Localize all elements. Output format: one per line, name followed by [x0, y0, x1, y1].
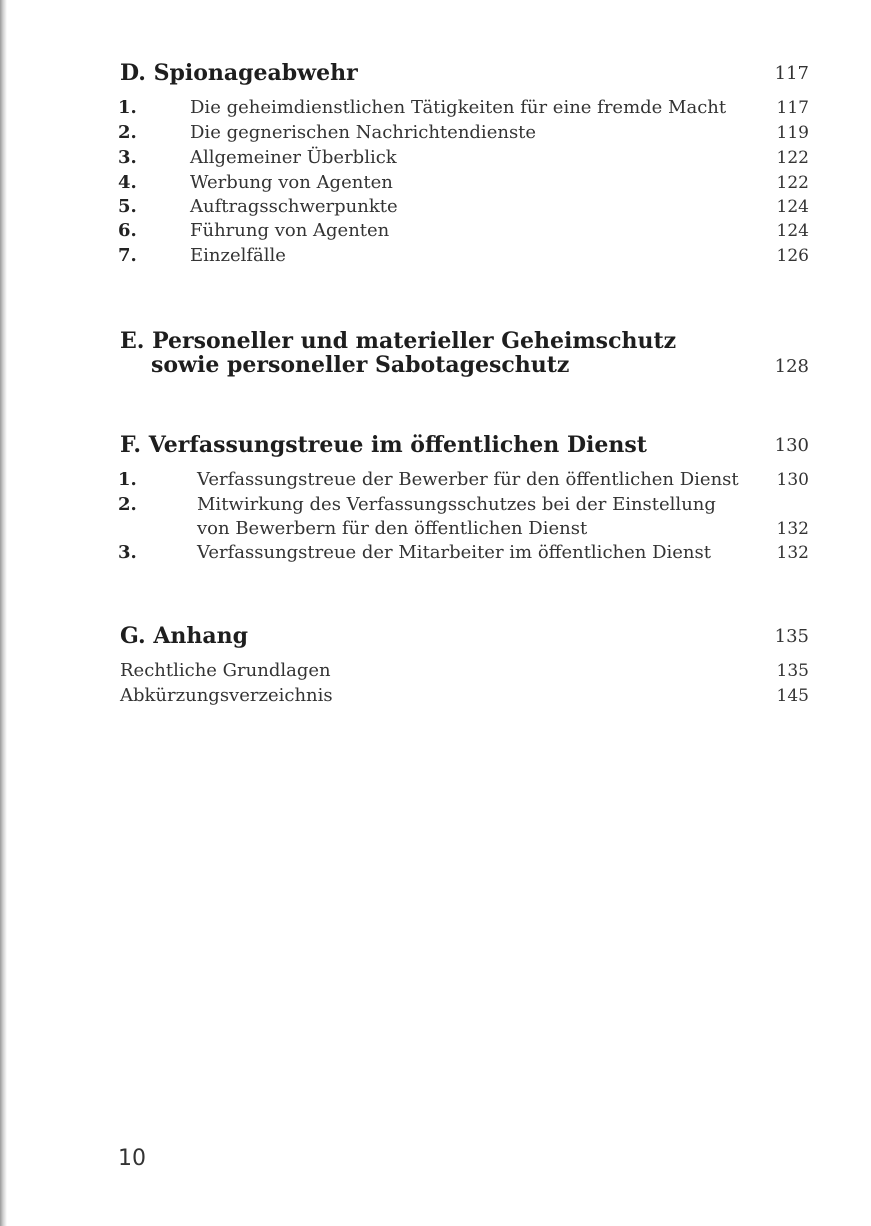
page-number: 10 — [118, 1146, 146, 1171]
section-g-page: 135 — [774, 626, 809, 647]
toc-d-4-number: 4. — [118, 172, 137, 193]
toc-d-4-label: Werbung von Agenten — [190, 172, 393, 193]
toc-d-2-page: 119 — [776, 123, 809, 143]
toc-d-6-number: 6. — [118, 220, 137, 241]
section-g-title: G. Anhang — [120, 623, 249, 649]
toc-d-7-number: 7. — [118, 245, 137, 266]
toc-d-1-number: 1. — [118, 97, 137, 118]
toc-f-1-label: Verfassungstreue der Bewerber für den öffentlichen Dienst — [197, 469, 739, 490]
section-d-title: D. Spionageabwehr — [120, 60, 358, 86]
toc-g-2-page: 145 — [776, 686, 809, 706]
toc-f-2-label-line2: von Bewerbern für den öffentlichen Dienst — [197, 518, 588, 539]
toc-f-2-number: 2. — [118, 494, 137, 515]
toc-d-4-page: 122 — [776, 173, 809, 193]
toc-d-1-label: Die geheimdienstlichen Tätigkeiten für eine fremde Macht — [190, 97, 727, 118]
toc-d-5-page: 124 — [776, 197, 809, 217]
section-e-page: 128 — [774, 356, 809, 377]
toc-f-3-label: Verfassungstreue der Mitarbeiter im öffentlichen Dienst — [197, 542, 711, 563]
section-f-page: 130 — [774, 435, 809, 456]
section-e-title-line1: E. Personeller und materieller Geheimschutz — [120, 328, 677, 354]
toc-d-1-page: 117 — [776, 98, 809, 118]
toc-d-5-number: 5. — [118, 196, 137, 217]
section-e-title-line2: sowie personeller Sabotageschutz — [151, 352, 570, 378]
toc-d-2-label: Die gegnerischen Nachrichtendienste — [190, 122, 537, 143]
toc-d-2-number: 2. — [118, 122, 137, 143]
toc-d-3-label: Allgemeiner Überblick — [190, 147, 397, 168]
toc-d-5-label: Auftragsschwerpunkte — [190, 196, 398, 217]
toc-d-7-label: Einzelfälle — [190, 245, 286, 266]
toc-f-2-label-line1: Mitwirkung des Verfassungsschutzes bei der Einstellung — [197, 494, 716, 515]
toc-g-1-page: 135 — [776, 661, 809, 681]
toc-d-6-page: 124 — [776, 221, 809, 241]
toc-g-2-label: Abkürzungsverzeichnis — [120, 685, 333, 706]
page-binding-edge — [0, 0, 7, 1226]
toc-f-1-number: 1. — [118, 469, 137, 490]
toc-d-7-page: 126 — [776, 246, 809, 266]
section-d-page: 117 — [774, 63, 809, 84]
toc-f-2-page: 132 — [776, 519, 809, 539]
toc-f-1-page: 130 — [776, 470, 809, 490]
toc-d-3-page: 122 — [776, 148, 809, 168]
toc-g-1-label: Rechtliche Grundlagen — [120, 660, 331, 681]
toc-f-3-page: 132 — [776, 543, 809, 563]
toc-f-3-number: 3. — [118, 542, 137, 563]
section-f-title: F. Verfassungstreue im öffentlichen Dienst — [120, 432, 647, 458]
toc-d-6-label: Führung von Agenten — [190, 220, 390, 241]
toc-d-3-number: 3. — [118, 147, 137, 168]
